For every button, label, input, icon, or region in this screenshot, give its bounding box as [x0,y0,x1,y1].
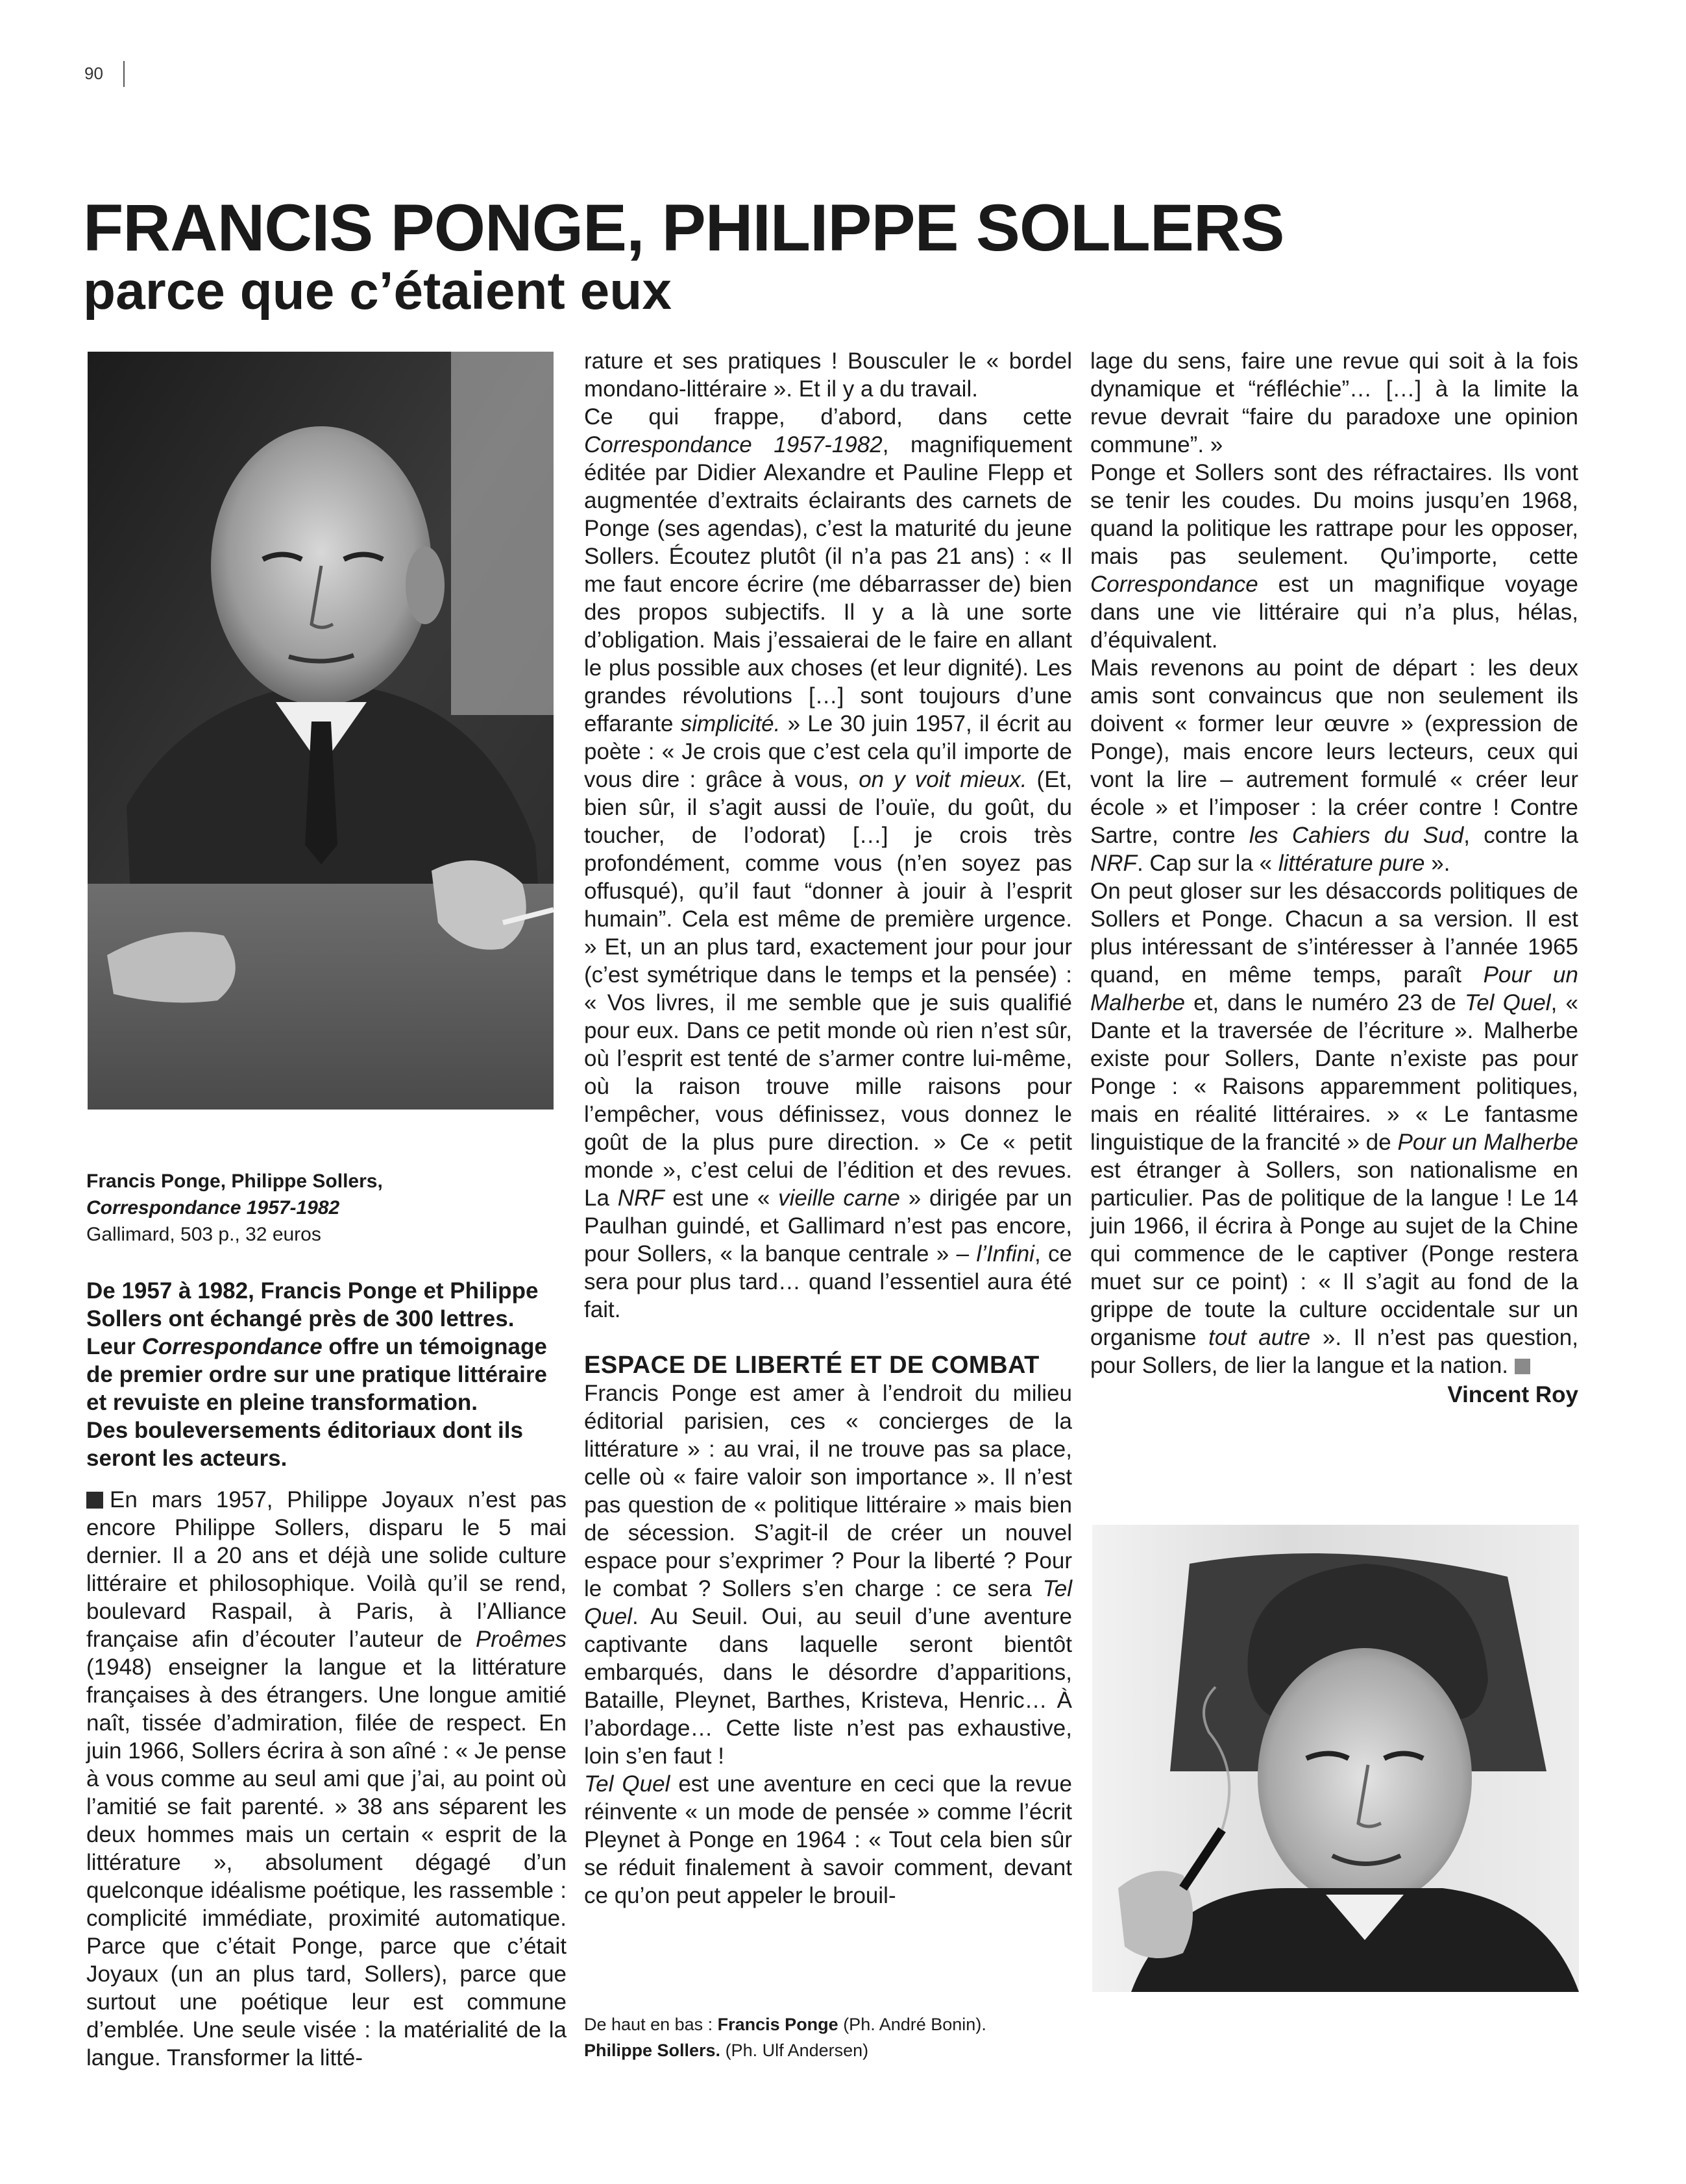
body-paragraph: En mars 1957, Philippe Joyaux n’est pas encore Philippe Sollers, disparu le 5 mai dernier. Il a 20 ans et déjà une solide culture littéraire et philosophique. Voilà qu’il se rend, boulevard Raspail, à Paris, à l’Alliance française afin d’écouter l’auteur de Proêmes (1948) enseigner la langue et la littérature françaises à des étrangers. Une longue amitié naît, tissée d’admiration, filée de respect. En juin 1966, Sollers écrira à son aîné : « Je pense à vous comme au seul ami que j’ai, au point où l’amitié se fait parenté. » 38 ans séparent les deux hommes mais un certain « esprit de la littérature », absolument dégagé d’un quelconque idéalisme poétique, les rassemble : complicité immédiate, proximité automatique. Parce que c’était Ponge, parce que c’était Joyaux (un an plus tard, Sollers), parce que surtout une poétique leur est commune d’emblée. Une seule visée : la matérialité de la langue. Transformer la litté- [86,1487,567,2070]
lead-paragraph [86,1277,567,1472]
body-paragraph: Ce qui frappe, d’abord, dans cette Correspondance 1957-1982, magnifiquement éditée par Didier Alexandre et Pauline Flepp et augmentée d’extraits éclairants des carnets de Ponge (ses agendas), c’est la maturité du jeune Sollers. Écoutez plutôt (il n’a pas 21 ans) : « Il me faut encore écrire (me débarrasser de) bien des propos subjectifs. Il y a là une sorte d’obligation. Mais j’essaierai de le faire en allant le plus possible aux choses (et leur dignité). Les grandes révolutions […] sont toujours d’une effarante simplicité. » Le 30 juin 1957, il écrit au poète : « Je crois que c’est cela qu’il importe de vous dire : grâce à vous, on y voit mieux. (Et, bien sûr, il s’agit aussi de l’ouïe, du goût, du toucher, de l’odorat) […] je crois très profondément, comme vous (n’en soyez pas offusqué), qu’il faut “donner à jouir à l’esprit humain”. Cela est même de première urgence. » Et, un an plus tard, exactement jour pour jour (c’est symétrique dans le temps et la pensée) : « Vos livres, il me semble que je suis qualifié pour eux. Dans ce petit monde où rien n’est sûr, où l’esprit est tenté de s’armer contre lui-même, où la raison trouve mille raisons pour l’empêcher, vous définissez, vous donnez le goût de la plus pure direction. » Ce « petit monde », c’est celui de l’édition et des revues. La NRF est une « vieille carne » dirigée par un Paulhan guindé, et Gallimard n’est pas encore, pour Sollers, « la banque centrale » – l’Infini, ce sera pour plus tard… quand l’essentiel aura été fait. [584,404,1073,1322]
page-number: 90 [84,64,103,83]
book-authors: Francis Ponge, Philippe Sollers, [86,1171,383,1192]
article-column-3 [1090,347,1578,1409]
author-signature: Vincent Roy [1447,1382,1578,1407]
article-title: FRANCIS PONGE, PHILIPPE SOLLERS [83,191,1284,265]
book-details: Gallimard, 503 p., 32 euros [86,1224,321,1245]
ponge-photo-image [88,352,554,1110]
photo-credit-line-2: Philippe Sollers. (Ph. Ulf Andersen) [584,2041,869,2060]
page-number-divider [123,61,125,87]
photo-credits [584,2011,1077,2063]
start-square-icon [86,1492,103,1509]
body-paragraph: rature et ses pratiques ! Bousculer le « bordel mondano-littéraire ». Et il y a du travail. [584,348,1072,402]
lead-text-2: Des bouleversements éditoriaux dont ils seront les acteurs. [86,1418,523,1471]
article-subtitle: parce que c’étaient eux [83,261,672,321]
article-column-2 [584,347,1072,1910]
end-square-icon [1515,1359,1530,1374]
body-paragraph: Ponge et Sollers sont des réfractaires. Ils vont se tenir les coudes. Du moins jusqu’en 1968, quand la politique les rattrape pour les opposer, mais pas seulement. Qu’importe, cette Correspondance est un magnifique voyage dans une vie littéraire qui n’a plus, hélas, d’équivalent. [1090,460,1578,653]
article-column-1 [86,1486,567,2072]
lead-text-1: De 1957 à 1982, Francis Ponge et Philippe Sollers ont échangé près de 300 lettres. Leur Correspondance offre un témoignage de premier ordre sur une pratique littéraire et revuiste en pleine transformation. [86,1278,547,1415]
body-paragraph: Francis Ponge est amer à l’endroit du milieu éditorial parisien, ces « concierges de la littérature » : au vrai, il ne trouve pas sa place, celle où « faire valoir son importance ». Il n’est pas question de « politique littéraire » mais bien de sécession. S’agit-il de créer un nouvel espace pour s’exprimer ? Pour la liberté ? Pour le combat ? Sollers s’en charge : ce sera Tel Quel. Au Seuil. Oui, au seuil d’une aventure captivante dans laquelle seront bientôt embarqués, dans le désordre d’apparitions, Bataille, Pleynet, Barthes, Kristeva, Henric… À l’abordage… Cette liste n’est pas exhaustive, loin s’en faut ! [584,1381,1072,1769]
book-title: Correspondance 1957-1982 [86,1197,340,1219]
body-paragraph: lage du sens, faire une revue qui soit à la fois dynamique et “réfléchie”… […] à la limite la revue devrait “faire du paradoxe une opinion commune”. » [1090,348,1578,457]
book-reference [86,1168,567,1248]
body-paragraph: On peut gloser sur les désaccords politiques de Sollers et Ponge. Chacun a sa version. Il est plus intéressant de s’intéresser à l’année 1965 quand, en même temps, paraît Pour un Malherbe et, dans le numéro 23 de Tel Quel, « Dante et la traversée de l’écriture ». Malherbe existe pour Sollers, Dante n’existe pas pour Ponge : « Raisons apparemment politiques, mais en réalité littéraires. » « Le fantasme linguistique de la francité » de Pour un Malherbe est étranger à Sollers, son nationalisme en particulier. Pas de politique de la langue ! Le 14 juin 1966, il écrira à Ponge au sujet de la Chine qui commence de le captiver (Ponge restera muet sur ce point) : « Il s’agit au fond de la grippe de toute la culture occidentale sur un organisme tout autre ». Il n’est pas question, pour Sollers, de lier la langue et la nation. [1090,879,1579,1378]
body-paragraph: Mais revenons au point de départ : les deux amis sont convaincus que non seulement ils doivent « former leur œuvre » (expression de Ponge), mais encore leurs lecteurs, ceux qui vont la lire – autrement formulé « créer leur école » et l’imposer : la créer contre ! Contre Sartre, contre les Cahiers du Sud, contre la NRF. Cap sur la « littérature pure ». [1090,655,1578,876]
sollers-photo-image [1092,1525,1579,1992]
photo-credit-line-1: De haut en bas : Francis Ponge (Ph. André Bonin). [584,2015,986,2034]
sollers-photo [1092,1525,1579,1992]
ponge-photo [88,352,554,1110]
body-paragraph: Tel Quel est une aventure en ceci que la revue réinvente « un mode de pensée » comme l’écrit Pleynet à Ponge en 1964 : « Tout cela bien sûr se réduit finalement à savoir comment, devant ce qu’on peut appeler le brouil- [584,1771,1072,1908]
section-heading: ESPACE DE LIBERTÉ ET DE COMBAT [584,1352,1040,1379]
